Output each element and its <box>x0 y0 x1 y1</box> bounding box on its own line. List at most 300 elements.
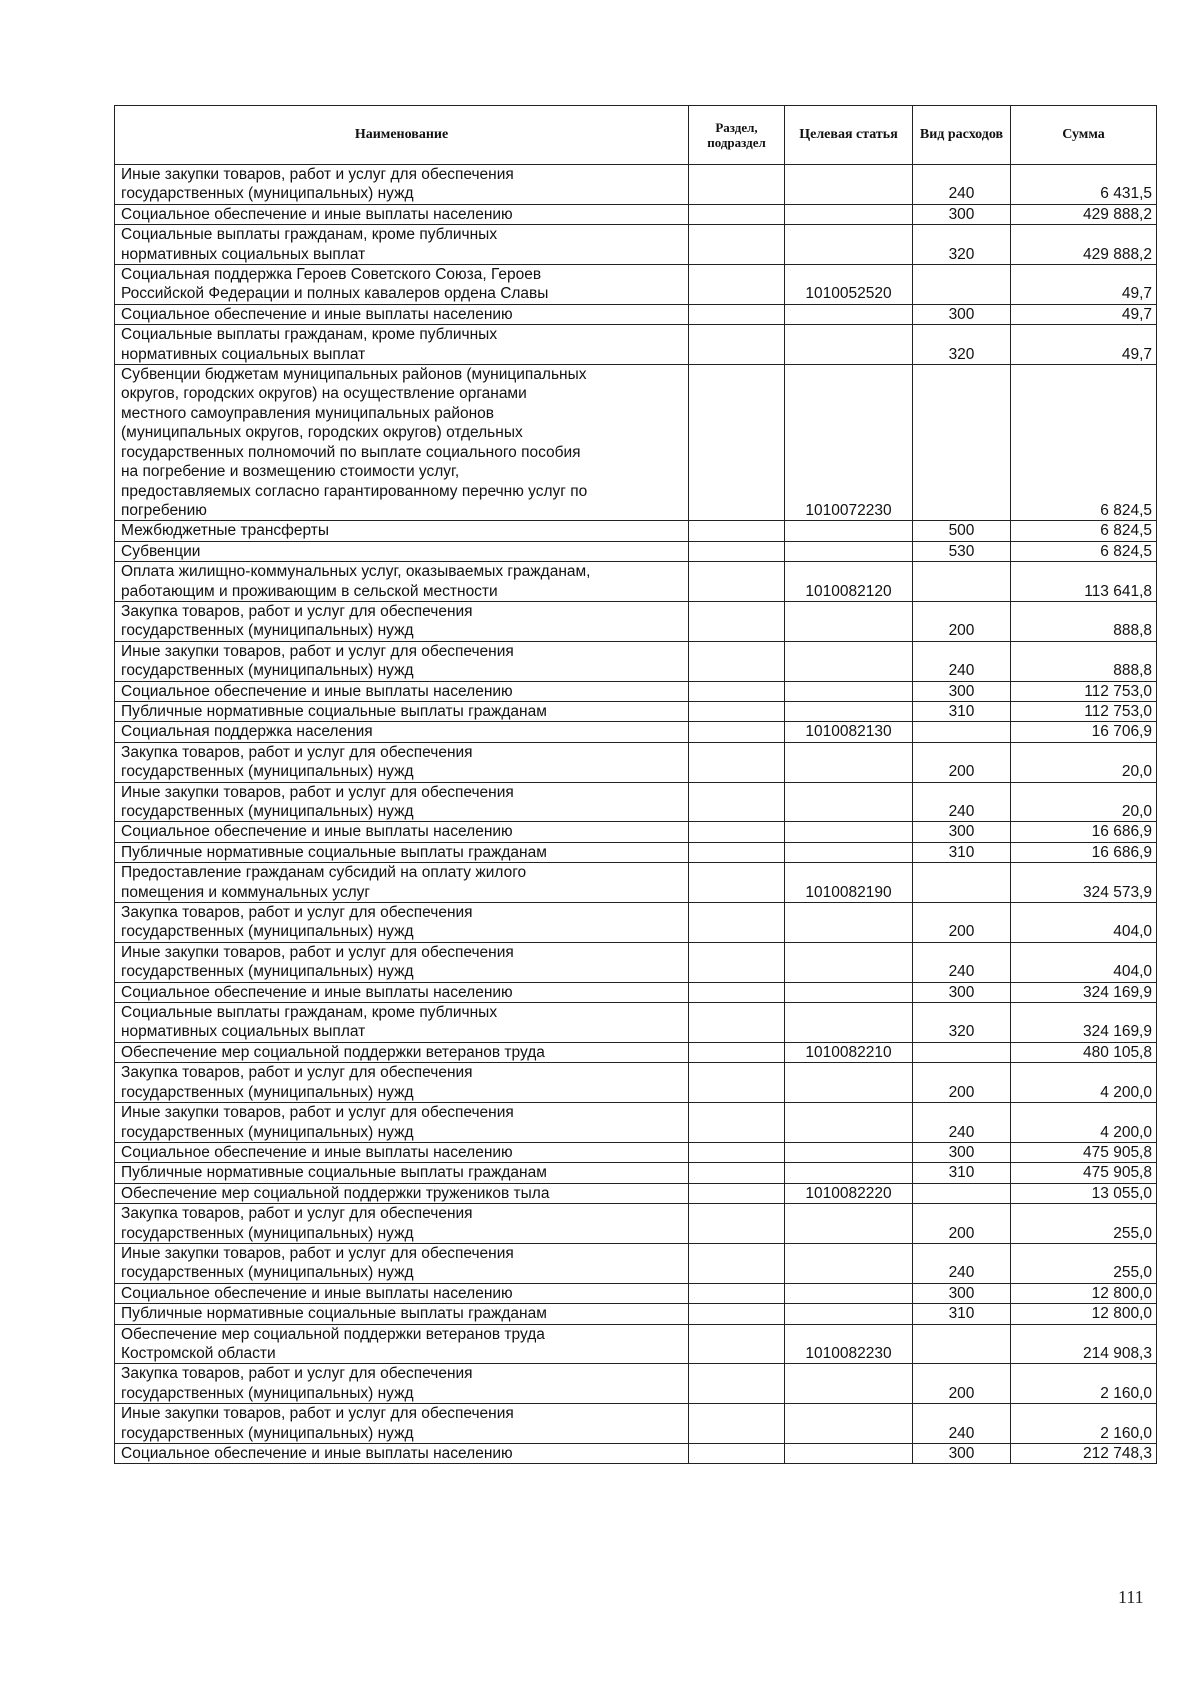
cell-name-line: Иные закупки товаров, работ и услуг для обеспечения <box>121 1244 514 1262</box>
cell-kind: 240 <box>913 1103 1011 1143</box>
cell-name <box>115 903 689 943</box>
cell-name-line: государственных (муниципальных) нужд <box>121 963 414 981</box>
table-row <box>115 822 1157 842</box>
cell-kind <box>913 1042 1011 1062</box>
cell-kind: 530 <box>913 541 1011 561</box>
cell-kind: 300 <box>913 304 1011 324</box>
cell-section <box>689 1142 785 1162</box>
table-row <box>115 1103 1157 1143</box>
cell-name <box>115 822 689 842</box>
cell-name <box>115 1103 689 1143</box>
cell-name-line: государственных (муниципальных) нужд <box>121 763 414 781</box>
cell-sum: 6 824,5 <box>1011 541 1157 561</box>
cell-name-line: Социальное обеспечение и иные выплаты населению <box>121 305 513 323</box>
cell-name-line: государственных (муниципальных) нужд <box>121 185 414 203</box>
cell-kind <box>913 265 1011 305</box>
cell-name <box>115 942 689 982</box>
cell-target <box>785 521 913 541</box>
cell-section <box>689 1404 785 1444</box>
cell-name-line: Социальное обеспечение и иные выплаты населению <box>121 1143 513 1161</box>
cell-name-line: государственных полномочий по выплате социального пособия <box>121 443 581 461</box>
cell-section <box>689 863 785 903</box>
cell-sum: 2 160,0 <box>1011 1404 1157 1444</box>
cell-kind: 310 <box>913 842 1011 862</box>
table-row <box>115 1163 1157 1183</box>
cell-kind: 500 <box>913 521 1011 541</box>
cell-name-line: округов, городских округов) на осуществление органами <box>121 385 527 403</box>
cell-section <box>689 325 785 365</box>
cell-section <box>689 1183 785 1203</box>
table-row <box>115 1364 1157 1404</box>
cell-target: 1010052520 <box>785 265 913 305</box>
cell-kind: 300 <box>913 1142 1011 1162</box>
cell-name-line: Обеспечение мер социальной поддержки ветеранов труда <box>121 1325 545 1343</box>
cell-target <box>785 822 913 842</box>
cell-name <box>115 1163 689 1183</box>
table-row <box>115 562 1157 602</box>
cell-kind <box>913 365 1011 521</box>
cell-sum: 49,7 <box>1011 325 1157 365</box>
header-sum: Сумма <box>1011 106 1157 165</box>
cell-name-line: Публичные нормативные социальные выплаты гражданам <box>121 1164 547 1182</box>
cell-section <box>689 842 785 862</box>
cell-target <box>785 1283 913 1303</box>
cell-target: 1010082210 <box>785 1042 913 1062</box>
cell-section <box>689 304 785 324</box>
table-row <box>115 1444 1157 1464</box>
table-row <box>115 903 1157 943</box>
cell-name <box>115 1404 689 1444</box>
cell-sum: 480 105,8 <box>1011 1042 1157 1062</box>
cell-kind: 300 <box>913 204 1011 224</box>
cell-section <box>689 601 785 641</box>
cell-name-line: государственных (муниципальных) нужд <box>121 1384 414 1402</box>
cell-kind: 240 <box>913 782 1011 822</box>
cell-kind <box>913 562 1011 602</box>
cell-kind: 300 <box>913 1444 1011 1464</box>
cell-sum: 20,0 <box>1011 742 1157 782</box>
cell-name-line: нормативных социальных выплат <box>121 1023 366 1041</box>
cell-section <box>689 742 785 782</box>
table-row <box>115 863 1157 903</box>
cell-name <box>115 325 689 365</box>
cell-name-line: работающим и проживающим в сельской местности <box>121 582 498 600</box>
cell-sum: 888,8 <box>1011 641 1157 681</box>
cell-name <box>115 601 689 641</box>
cell-kind: 320 <box>913 1003 1011 1043</box>
cell-section <box>689 521 785 541</box>
cell-section <box>689 1243 785 1283</box>
cell-section <box>689 1324 785 1364</box>
cell-kind <box>913 863 1011 903</box>
cell-target <box>785 1103 913 1143</box>
cell-kind <box>913 1324 1011 1364</box>
cell-target <box>785 782 913 822</box>
cell-name-line: Российской Федерации и полных кавалеров ордена Славы <box>121 285 549 303</box>
cell-name-line: государственных (муниципальных) нужд <box>121 1264 414 1282</box>
cell-section <box>689 1163 785 1183</box>
cell-name-line: государственных (муниципальных) нужд <box>121 1083 414 1101</box>
cell-section <box>689 1304 785 1324</box>
cell-kind: 300 <box>913 822 1011 842</box>
table-row <box>115 722 1157 742</box>
table-row <box>115 1142 1157 1162</box>
cell-name <box>115 541 689 561</box>
table-row <box>115 1063 1157 1103</box>
cell-name-line: Социальные выплаты гражданам, кроме публичных <box>121 1004 498 1022</box>
cell-kind: 310 <box>913 1304 1011 1324</box>
table-row <box>115 842 1157 862</box>
table-row <box>115 521 1157 541</box>
cell-sum: 16 686,9 <box>1011 842 1157 862</box>
cell-target <box>785 942 913 982</box>
cell-sum: 113 641,8 <box>1011 562 1157 602</box>
cell-kind: 300 <box>913 681 1011 701</box>
cell-name-line: Иные закупки товаров, работ и услуг для обеспечения <box>121 943 514 961</box>
cell-sum: 324 169,9 <box>1011 982 1157 1002</box>
cell-kind: 240 <box>913 942 1011 982</box>
cell-kind: 200 <box>913 1364 1011 1404</box>
cell-name-line: помещения и коммунальных услуг <box>121 883 371 901</box>
cell-kind <box>913 722 1011 742</box>
cell-target <box>785 641 913 681</box>
cell-section <box>689 1204 785 1244</box>
cell-target <box>785 204 913 224</box>
cell-name-line: нормативных социальных выплат <box>121 245 366 263</box>
cell-name <box>115 1243 689 1283</box>
cell-target <box>785 1364 913 1404</box>
cell-target <box>785 1063 913 1103</box>
cell-name-line: Предоставление гражданам субсидий на оплату жилого <box>121 864 527 882</box>
cell-name-line: Социальное обеспечение и иные выплаты населению <box>121 1284 513 1302</box>
cell-name-line: Обеспечение мер социальной поддержки ветеранов труда <box>121 1043 545 1061</box>
cell-sum: 429 888,2 <box>1011 204 1157 224</box>
cell-name-line: нормативных социальных выплат <box>121 345 366 363</box>
budget-table <box>114 105 1157 1464</box>
cell-section <box>689 1444 785 1464</box>
cell-name-line: Публичные нормативные социальные выплаты гражданам <box>121 843 547 861</box>
cell-target: 1010082120 <box>785 562 913 602</box>
cell-section <box>689 701 785 721</box>
cell-name-line: предоставляемых согласно гарантированному перечню услуг по <box>121 482 588 500</box>
cell-name <box>115 1444 689 1464</box>
cell-sum: 404,0 <box>1011 903 1157 943</box>
cell-section <box>689 722 785 742</box>
cell-sum: 4 200,0 <box>1011 1063 1157 1103</box>
cell-name <box>115 365 689 521</box>
table-row <box>115 982 1157 1002</box>
cell-target <box>785 681 913 701</box>
cell-kind: 200 <box>913 1063 1011 1103</box>
table-row <box>115 1304 1157 1324</box>
table-row <box>115 541 1157 561</box>
header-name: Наименование <box>115 106 689 165</box>
cell-section <box>689 982 785 1002</box>
cell-name-line: местного самоуправления муниципальных районов <box>121 404 495 422</box>
cell-kind: 200 <box>913 601 1011 641</box>
cell-name <box>115 681 689 701</box>
cell-name-line: Иные закупки товаров, работ и услуг для обеспечения <box>121 166 514 183</box>
cell-sum: 20,0 <box>1011 782 1157 822</box>
table-row <box>115 225 1157 265</box>
cell-name <box>115 641 689 681</box>
cell-kind: 320 <box>913 325 1011 365</box>
cell-name-line: Закупка товаров, работ и услуг для обеспечения <box>121 1365 473 1383</box>
cell-name <box>115 842 689 862</box>
cell-name <box>115 1283 689 1303</box>
cell-kind: 240 <box>913 641 1011 681</box>
cell-section <box>689 165 785 205</box>
table-row <box>115 782 1157 822</box>
cell-name-line: Закупка товаров, работ и услуг для обеспечения <box>121 743 473 761</box>
cell-name-line: Костромской области <box>121 1344 276 1362</box>
cell-name-line: на погребение и возмещению стоимости услуг, <box>121 463 460 481</box>
table-row <box>115 165 1157 205</box>
cell-target: 1010082220 <box>785 1183 913 1203</box>
cell-target <box>785 982 913 1002</box>
cell-kind: 200 <box>913 903 1011 943</box>
cell-target <box>785 742 913 782</box>
table-body <box>115 165 1157 1464</box>
cell-target <box>785 1243 913 1283</box>
cell-name-line: Межбюджетные трансферты <box>121 522 330 540</box>
cell-sum: 255,0 <box>1011 1204 1157 1244</box>
cell-sum: 16 686,9 <box>1011 822 1157 842</box>
cell-name-line: государственных (муниципальных) нужд <box>121 1123 414 1141</box>
cell-target <box>785 1444 913 1464</box>
cell-name <box>115 225 689 265</box>
cell-kind: 300 <box>913 982 1011 1002</box>
cell-sum: 212 748,3 <box>1011 1444 1157 1464</box>
cell-target: 1010082230 <box>785 1324 913 1364</box>
cell-name <box>115 722 689 742</box>
cell-target <box>785 842 913 862</box>
cell-kind: 310 <box>913 1163 1011 1183</box>
cell-name-line: Социальное обеспечение и иные выплаты населению <box>121 983 513 1001</box>
cell-kind: 240 <box>913 165 1011 205</box>
cell-name-line: Социальная поддержка населения <box>121 723 373 741</box>
cell-kind <box>913 1183 1011 1203</box>
cell-name-line: Иные закупки товаров, работ и услуг для обеспечения <box>121 783 514 801</box>
cell-name <box>115 1364 689 1404</box>
cell-name <box>115 165 689 205</box>
cell-name <box>115 1204 689 1244</box>
cell-section <box>689 365 785 521</box>
cell-kind: 240 <box>913 1404 1011 1444</box>
cell-section <box>689 782 785 822</box>
cell-sum: 214 908,3 <box>1011 1324 1157 1364</box>
cell-kind: 200 <box>913 742 1011 782</box>
cell-name <box>115 304 689 324</box>
page-number: 111 <box>1118 1587 1144 1607</box>
header-kind: Вид расходов <box>913 106 1011 165</box>
cell-kind: 310 <box>913 701 1011 721</box>
cell-sum: 4 200,0 <box>1011 1103 1157 1143</box>
cell-section <box>689 1283 785 1303</box>
cell-name-line: Публичные нормативные социальные выплаты гражданам <box>121 702 547 720</box>
cell-sum: 112 753,0 <box>1011 681 1157 701</box>
cell-name <box>115 782 689 822</box>
header-row <box>115 106 1157 165</box>
cell-section <box>689 1042 785 1062</box>
cell-name-line: государственных (муниципальных) нужд <box>121 622 414 640</box>
table-row <box>115 304 1157 324</box>
cell-sum: 2 160,0 <box>1011 1364 1157 1404</box>
cell-target <box>785 1404 913 1444</box>
cell-section <box>689 1364 785 1404</box>
cell-name-line: Субвенции бюджетам муниципальных районов (муниципальных <box>121 366 587 384</box>
cell-sum: 16 706,9 <box>1011 722 1157 742</box>
cell-name-line: Закупка товаров, работ и услуг для обеспечения <box>121 1205 473 1223</box>
cell-sum: 475 905,8 <box>1011 1142 1157 1162</box>
cell-kind: 320 <box>913 225 1011 265</box>
table-row <box>115 1204 1157 1244</box>
cell-name <box>115 1042 689 1062</box>
cell-name-line: (муниципальных округов, городских округов) отдельных <box>121 424 523 442</box>
cell-name <box>115 562 689 602</box>
cell-section <box>689 822 785 842</box>
cell-section <box>689 1003 785 1043</box>
cell-name-line: Социальное обеспечение и иные выплаты населению <box>121 205 513 223</box>
cell-sum: 429 888,2 <box>1011 225 1157 265</box>
cell-section <box>689 204 785 224</box>
table-row <box>115 942 1157 982</box>
cell-sum: 12 800,0 <box>1011 1283 1157 1303</box>
cell-sum: 255,0 <box>1011 1243 1157 1283</box>
table-row <box>115 1042 1157 1062</box>
cell-sum: 49,7 <box>1011 304 1157 324</box>
table-row <box>115 681 1157 701</box>
table-row <box>115 701 1157 721</box>
cell-target <box>785 165 913 205</box>
cell-section <box>689 225 785 265</box>
table-row <box>115 1243 1157 1283</box>
table-row <box>115 1324 1157 1364</box>
cell-target <box>785 304 913 324</box>
cell-name <box>115 521 689 541</box>
cell-sum: 6 824,5 <box>1011 365 1157 521</box>
cell-target: 1010082190 <box>785 863 913 903</box>
cell-section <box>689 942 785 982</box>
table-row <box>115 1003 1157 1043</box>
cell-target <box>785 325 913 365</box>
cell-name-line: Социальные выплаты гражданам, кроме публичных <box>121 326 498 344</box>
cell-target <box>785 1142 913 1162</box>
cell-section <box>689 903 785 943</box>
cell-name-line: Социальное обеспечение и иные выплаты населению <box>121 1445 513 1462</box>
cell-sum: 324 573,9 <box>1011 863 1157 903</box>
cell-kind: 300 <box>913 1283 1011 1303</box>
cell-name-line: государственных (муниципальных) нужд <box>121 923 414 941</box>
cell-target <box>785 225 913 265</box>
cell-section <box>689 541 785 561</box>
cell-target <box>785 601 913 641</box>
table-row <box>115 1183 1157 1203</box>
cell-name-line: государственных (муниципальных) нужд <box>121 662 414 680</box>
cell-name <box>115 1183 689 1203</box>
cell-section <box>689 1063 785 1103</box>
cell-name <box>115 863 689 903</box>
cell-name-line: Обеспечение мер социальной поддержки тружеников тыла <box>121 1184 550 1202</box>
cell-sum: 6 824,5 <box>1011 521 1157 541</box>
cell-section <box>689 265 785 305</box>
table-row <box>115 1283 1157 1303</box>
cell-sum: 475 905,8 <box>1011 1163 1157 1183</box>
cell-name <box>115 1324 689 1364</box>
cell-target: 1010072230 <box>785 365 913 521</box>
cell-target <box>785 903 913 943</box>
cell-name <box>115 982 689 1002</box>
cell-name <box>115 742 689 782</box>
table-row <box>115 204 1157 224</box>
cell-target <box>785 1163 913 1183</box>
header-target: Целевая статья <box>785 106 913 165</box>
cell-name-line: Иные закупки товаров, работ и услуг для обеспечения <box>121 642 514 660</box>
table-header <box>115 106 1157 165</box>
cell-name-line: Иные закупки товаров, работ и услуг для обеспечения <box>121 1405 514 1423</box>
cell-name-line: Закупка товаров, работ и услуг для обеспечения <box>121 904 473 922</box>
cell-sum: 324 169,9 <box>1011 1003 1157 1043</box>
cell-target <box>785 1304 913 1324</box>
cell-name-line: Социальные выплаты гражданам, кроме публичных <box>121 226 498 244</box>
cell-sum: 12 800,0 <box>1011 1304 1157 1324</box>
cell-name-line: Закупка товаров, работ и услуг для обеспечения <box>121 1064 473 1082</box>
cell-name <box>115 265 689 305</box>
cell-name-line: Субвенции <box>121 542 201 560</box>
cell-name <box>115 1142 689 1162</box>
cell-sum: 6 431,5 <box>1011 165 1157 205</box>
table-row <box>115 265 1157 305</box>
cell-target <box>785 1204 913 1244</box>
table-row <box>115 641 1157 681</box>
cell-name-line: государственных (муниципальных) нужд <box>121 1224 414 1242</box>
cell-section <box>689 562 785 602</box>
cell-name-line: государственных (муниципальных) нужд <box>121 1424 414 1442</box>
table-row <box>115 742 1157 782</box>
cell-sum: 13 055,0 <box>1011 1183 1157 1203</box>
cell-name-line: Публичные нормативные социальные выплаты гражданам <box>121 1305 547 1323</box>
cell-name-line: Социальное обеспечение и иные выплаты населению <box>121 823 513 841</box>
cell-kind: 240 <box>913 1243 1011 1283</box>
cell-name-line: Социальная поддержка Героев Советского Союза, Героев <box>121 266 542 284</box>
cell-name-line: государственных (муниципальных) нужд <box>121 803 414 820</box>
cell-name-line: Закупка товаров, работ и услуг для обеспечения <box>121 602 473 620</box>
cell-name <box>115 204 689 224</box>
cell-name <box>115 1063 689 1103</box>
cell-name <box>115 1304 689 1324</box>
cell-name <box>115 1003 689 1043</box>
cell-name-line: Оплата жилищно-коммунальных услуг, оказываемых гражданам, <box>121 563 591 581</box>
table-row <box>115 601 1157 641</box>
cell-name-line: погребению <box>121 501 207 519</box>
cell-name-line: Социальное обеспечение и иные выплаты населению <box>121 682 513 700</box>
table-row <box>115 325 1157 365</box>
cell-sum: 888,8 <box>1011 601 1157 641</box>
table-row <box>115 1404 1157 1444</box>
cell-sum: 112 753,0 <box>1011 701 1157 721</box>
header-section: Раздел, подраздел <box>689 106 785 165</box>
cell-name-line: Иные закупки товаров, работ и услуг для обеспечения <box>121 1104 514 1122</box>
cell-target <box>785 1003 913 1043</box>
cell-target: 1010082130 <box>785 722 913 742</box>
cell-section <box>689 641 785 681</box>
cell-target <box>785 541 913 561</box>
cell-kind: 200 <box>913 1204 1011 1244</box>
table-row <box>115 365 1157 521</box>
cell-section <box>689 681 785 701</box>
cell-target <box>785 701 913 721</box>
cell-name <box>115 701 689 721</box>
